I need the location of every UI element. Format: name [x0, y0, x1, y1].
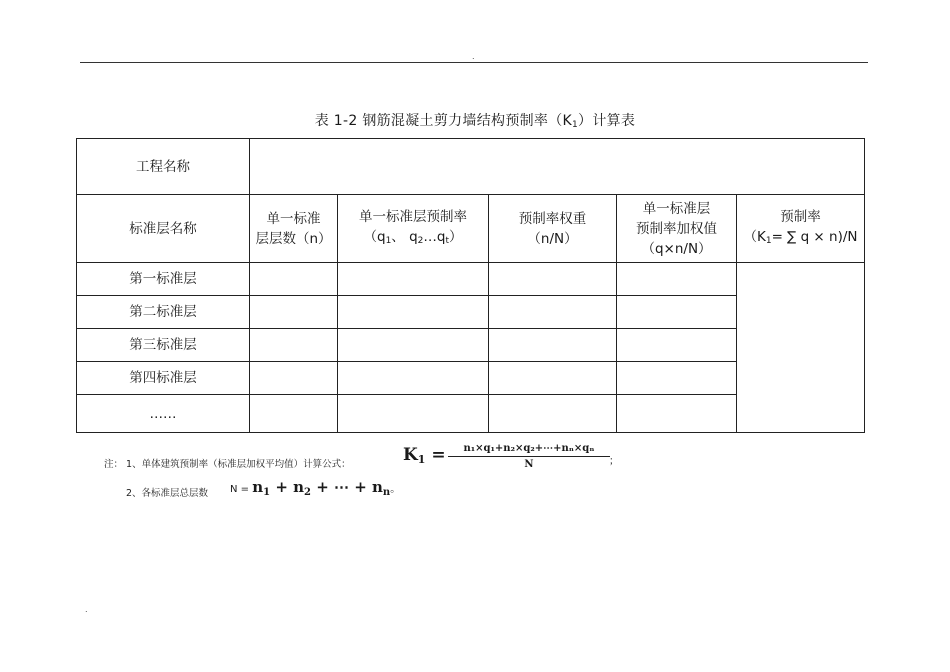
note-total-floors: 2、各标准层总层数	[126, 488, 209, 499]
cell-total-rate[interactable]	[737, 263, 865, 433]
layer-rate-header: 单一标准层预制率 （$q_1$、 $q_2\dots q_t$）	[338, 195, 489, 263]
project-name-row	[77, 139, 865, 195]
footer-dot: .	[85, 605, 88, 614]
table-title: 表 1-2 钢筋混凝土剪力墙结构预制率$(K_1)$计算表	[314, 113, 636, 130]
cell-weight[interactable]	[489, 329, 617, 362]
cell-rate[interactable]	[338, 362, 489, 395]
header-row	[77, 195, 865, 263]
cell-rate[interactable]	[338, 263, 489, 296]
cell-weight[interactable]	[489, 296, 617, 329]
cell-rate[interactable]	[338, 296, 489, 329]
weighted-value-header: 单一标准层 预制率加权值 （q×n/N）	[617, 195, 737, 263]
weight-header: 预制率权重 （n/N）	[489, 195, 617, 263]
row-label: 第一标准层	[77, 263, 250, 296]
n-formula: $N = n_1 + n_2$ + ⋯ + $n_n$。	[230, 478, 401, 498]
cell-count[interactable]	[250, 362, 338, 395]
prefab-rate-table	[76, 138, 865, 433]
k1-formula-fraction	[448, 443, 610, 470]
cell-weight[interactable]	[489, 263, 617, 296]
layer-name-header: 标准层名称	[77, 195, 250, 263]
cell-count[interactable]	[250, 329, 338, 362]
cell-weighted[interactable]	[617, 395, 737, 433]
k1-formula-denominator: N	[524, 459, 534, 470]
header-dot: .	[472, 52, 475, 61]
cell-count[interactable]	[250, 395, 338, 433]
k1-formula-numerator: n₁×q₁+n₂×q₂+⋯+nₙ×qₙ	[448, 443, 610, 457]
row-label: 第二标准层	[77, 296, 250, 329]
table-row	[77, 263, 865, 296]
cell-count[interactable]	[250, 263, 338, 296]
cell-rate[interactable]	[338, 395, 489, 433]
header-rule	[80, 62, 868, 63]
row-label: 第四标准层	[77, 362, 250, 395]
k1-formula-lhs: K1 =	[403, 445, 446, 466]
row-label: 第三标准层	[77, 329, 250, 362]
cell-rate[interactable]	[338, 329, 489, 362]
cell-weighted[interactable]	[617, 263, 737, 296]
cell-weighted[interactable]	[617, 329, 737, 362]
cell-weight[interactable]	[489, 362, 617, 395]
total-rate-header: 预制率 （$K_1=$ ∑ q × n)/N	[737, 195, 865, 263]
project-name-label: 工程名称	[77, 139, 250, 195]
cell-weighted[interactable]	[617, 362, 737, 395]
cell-count[interactable]	[250, 296, 338, 329]
project-name-value[interactable]	[250, 139, 865, 195]
cell-weighted[interactable]	[617, 296, 737, 329]
k1-formula-end: ；	[609, 456, 619, 467]
row-label: ……	[77, 395, 250, 433]
cell-weight[interactable]	[489, 395, 617, 433]
layer-count-header: 单一标准 层层数（n）	[250, 195, 338, 263]
note-formula-k1: 注： 1、单体建筑预制率（标准层加权平均值）计算公式：	[104, 459, 351, 470]
